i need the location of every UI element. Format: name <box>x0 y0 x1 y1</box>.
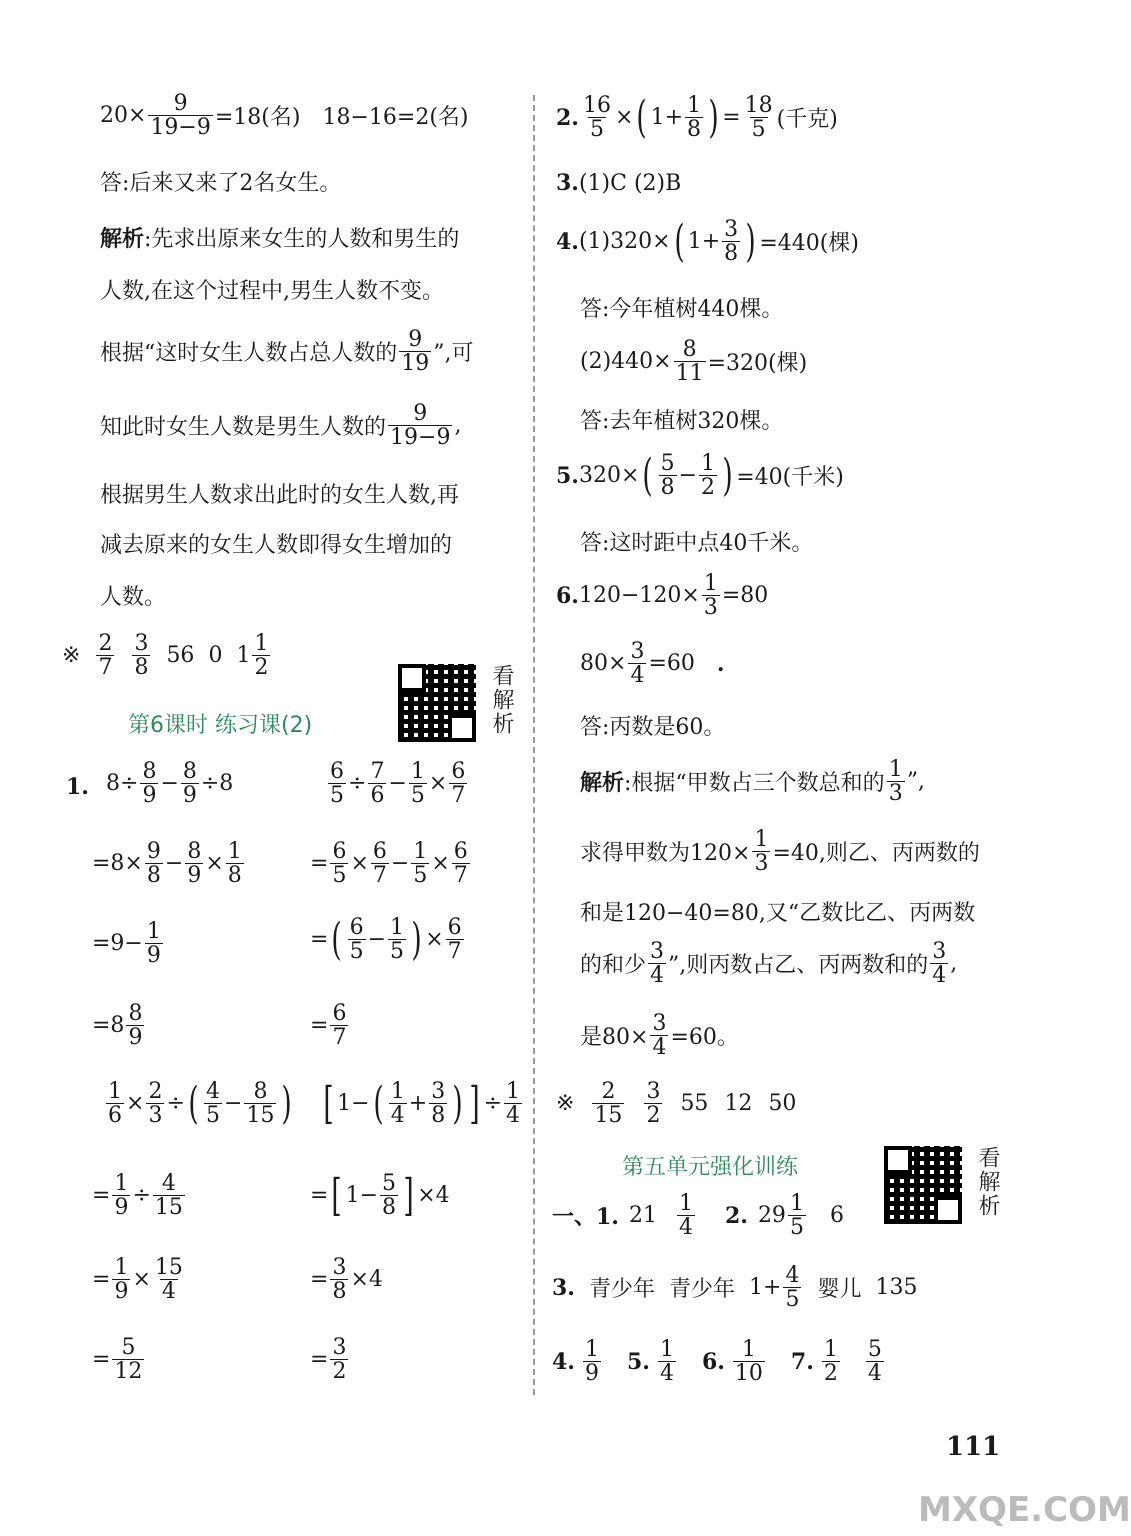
q5-answer: 答:这时距中点40千米。 <box>580 531 814 556</box>
page-number: 111 <box>946 1432 1001 1462</box>
star-answers-left: ※ $\frac{2}{7}$ $\frac{3}{8}$ 56 0 1 $\frac{1}{2}$ <box>62 631 269 681</box>
calc-c-row-1: $\frac{6}{5}$ ÷ $\frac{7}{6}$ − $\frac{1}{5}$ × $\frac{6}{7}$ <box>330 759 466 809</box>
analysis-line-7: 人数。 <box>100 585 167 610</box>
qr-note-left: 看解析 <box>489 664 514 736</box>
calc-a-row-2: =8× $\frac{9}{8}$ − $\frac{8}{9}$ × $\frac{1}{8}$ <box>92 839 242 889</box>
question-2: 2. $\frac{16}{5}$ × ( 1+ $\frac{1}{8}$ ) = $\frac{18}{5}$ (千克) <box>556 91 838 143</box>
calc-c-row-2: = $\frac{6}{5}$ × $\frac{6}{7}$ − $\frac{1}{5}$ × $\frac{6}{7}$ <box>310 839 468 889</box>
calc-a-row-4: =8 $\frac{8}{9}$ <box>92 1001 143 1051</box>
lesson-title: 第6课时 练习课(2) <box>128 713 313 738</box>
problem-1-label: 1. <box>66 774 89 800</box>
right-analysis-1: 解析 :根据“甲数占三个数总和的 $\frac{1}{3}$ ”, <box>580 757 925 807</box>
calc-c-row-3: = ( $\frac{6}{5}$ − $\frac{1}{5}$ ) × $\frac{6}{7}$ <box>310 913 462 965</box>
calc-d-row-1: [ 1− ( $\frac{1}{4}$ + $\frac{3}{8}$ ) ] ÷ $\frac{1}{4}$ <box>323 1077 520 1129</box>
calc-d-row-2: = [ 1− $\frac{5}{8}$ ] ×4 <box>310 1169 450 1221</box>
calc-c-row-4: = $\frac{6}{7}$ <box>310 1001 347 1051</box>
unit-title: 第五单元强化训练 <box>622 1155 799 1180</box>
q4-part-2: (2)440× $\frac{8}{11}$ =320(棵) <box>580 337 808 387</box>
unit-row-1: 一、1. 21 $\frac{1}{4}$ 2. 29 $\frac{1}{5}$ 6 <box>552 1191 844 1241</box>
analysis-line-1: 解析 :先求出原来女生的人数和男生的 <box>100 226 460 252</box>
calc-b-row-1: $\frac{1}{6}$ × $\frac{2}{3}$ ÷ ( $\frac{4}{5}$ − $\frac{8}{15}$ ) <box>108 1077 293 1129</box>
calc-a-row-1: 8÷ $\frac{8}{9}$ − $\frac{8}{9}$ ÷8 <box>106 759 234 809</box>
calc-d-row-4: = $\frac{3}{2}$ <box>310 1335 347 1385</box>
qr-code-left[interactable] <box>398 664 476 742</box>
right-analysis-2: 求得甲数为120× $\frac{1}{3}$ =40,则乙、丙两数的 <box>580 827 980 877</box>
unit-row-3: 3. 青少年 青少年 1+ $\frac{4}{5}$ 婴儿 135 <box>552 1263 918 1313</box>
right-analysis-4: 的和少 $\frac{3}{4}$ ”,则丙数占乙、丙两数和的 $\frac{3}{4}$ , <box>580 939 958 989</box>
analysis-line-6: 减去原来的女生人数即得女生增加的 <box>100 533 453 558</box>
unit-row-4: 4. $\frac{1}{9}$ 5. $\frac{1}{4}$ 6. $\frac{1}{10}$ 7. $\frac{1}{2}$ $\frac{5}{4}$ <box>552 1337 882 1387</box>
right-analysis-3: 和是120−40=80,又“乙数比乙、丙两数 <box>580 901 976 926</box>
analysis-line-2: 人数,在这个过程中,男生人数不变。 <box>100 279 444 304</box>
calc-line-1: 20× $\frac{9}{19-9}$ =18(名) 18−16=2(名) <box>100 91 469 141</box>
q4-answer-2: 答:去年植树320棵。 <box>580 409 784 434</box>
column-divider <box>533 95 535 1395</box>
q4-answer-1: 答:今年植树440棵。 <box>580 297 784 322</box>
calc-a-row-3: =9− $\frac{1}{9}$ <box>92 919 161 969</box>
calc-b-row-3: = $\frac{1}{9}$ × $\frac{15}{4}$ <box>92 1255 183 1305</box>
q6-part-2: 80× $\frac{3}{4}$ =60 . <box>580 639 725 689</box>
right-analysis-5: 是80× $\frac{3}{4}$ =60。 <box>580 1011 739 1061</box>
calc-d-row-3: = $\frac{3}{8}$ ×4 <box>310 1255 383 1305</box>
analysis-line-5: 根据男生人数求出此时的女生人数,再 <box>100 483 459 508</box>
qr-code-right[interactable] <box>884 1146 962 1224</box>
answer-line-1: 答:后来又来了2名女生。 <box>100 171 342 196</box>
qr-note-right: 看解析 <box>975 1146 1000 1218</box>
q6-answer: 答:丙数是60。 <box>580 715 726 740</box>
question-6: 6. 120−120× $\frac{1}{3}$ =80 <box>556 571 769 621</box>
calc-b-row-2: = $\frac{1}{9}$ ÷ $\frac{4}{15}$ <box>92 1171 183 1221</box>
analysis-line-3: 根据“这时女生人数占总人数的 $\frac{9}{19}$ ”,可 <box>100 327 474 377</box>
question-4: 4. (1)320× ( 1+ $\frac{3}{8}$ ) =440(棵) <box>556 215 859 267</box>
watermark: MXQE.COM <box>918 1490 1131 1530</box>
question-5: 5. 320× ( $\frac{5}{8}$ − $\frac{1}{2}$ ) =40(千米) <box>556 449 844 501</box>
question-3: 3. (1)C (2)B <box>556 170 682 196</box>
calc-b-row-4: = $\frac{5}{12}$ <box>92 1335 143 1385</box>
star-answers-right: ※ $\frac{2}{15}$ $\frac{3}{2}$ 55 12 50 <box>556 1079 797 1129</box>
analysis-line-4: 知此时女生人数是男生人数的 $\frac{9}{19-9}$ , <box>100 401 462 451</box>
